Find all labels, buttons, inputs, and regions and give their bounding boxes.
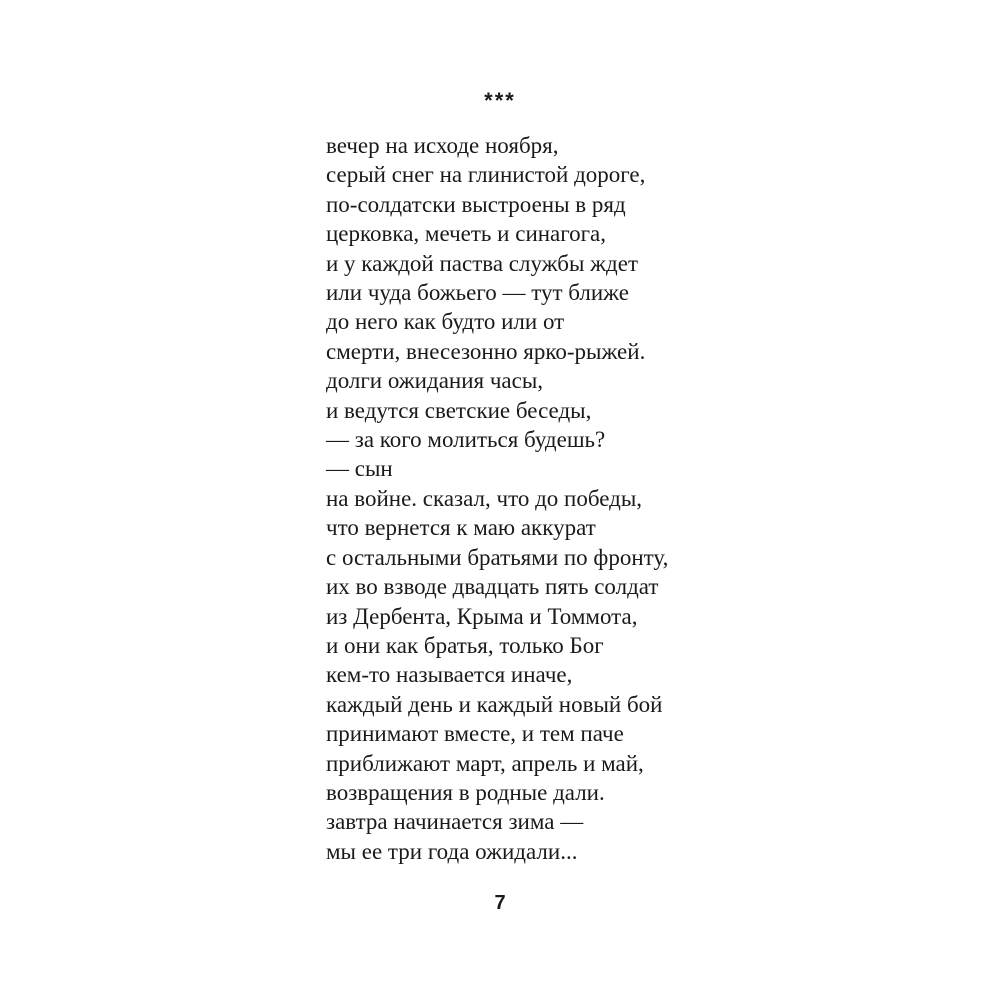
poem-line: мы ее три года ожидали...	[326, 838, 578, 864]
poem-line: — за кого молиться будешь?	[326, 427, 606, 453]
poem-line: каждый день и каждый новый бой	[326, 691, 663, 717]
poem-line: с остальными братьями по фронту,	[326, 544, 669, 570]
poem-line: из Дербента, Крыма и Томмота,	[326, 603, 638, 629]
poem-line: вечер на исходе ноября,	[326, 133, 559, 158]
page-number: 7	[494, 892, 506, 914]
poem-line: смерти, внесезонно ярко-рыжей.	[326, 338, 646, 364]
poem-line: что вернется к маю аккурат	[326, 515, 596, 541]
poem-line: на войне. сказал, что до победы,	[326, 485, 643, 511]
poem-line: долги ожидания часы,	[326, 368, 544, 394]
section-separator: ***	[484, 88, 516, 113]
poem-line: или чуда божьего — тут ближе	[326, 280, 629, 306]
poem-line: завтра начинается зима —	[326, 809, 584, 835]
poem-line: церковка, мечеть и синагога,	[326, 221, 607, 247]
poem-line: их во взводе двадцать пять солдат	[326, 574, 659, 600]
poem-line: по-солдатски выстроены в ряд	[326, 191, 626, 217]
poem-line: до него как будто или от	[326, 309, 565, 335]
poem-line: и ведутся светские беседы,	[326, 397, 592, 423]
poem-line: и у каждой паства службы ждет	[326, 250, 639, 276]
poem-line: принимают вместе, и тем паче	[326, 721, 624, 747]
poem-line: возвращения в родные дали.	[326, 779, 605, 805]
poem-line: кем-то называется иначе,	[326, 662, 573, 688]
poem-line: серый снег на глинистой дороге,	[326, 162, 646, 188]
poem-line: — сын	[326, 456, 393, 482]
poem-line: и они как братья, только Бог	[326, 632, 604, 658]
poem-line: приближают март, апрель и май,	[326, 750, 644, 776]
poem-text	[326, 131, 668, 866]
